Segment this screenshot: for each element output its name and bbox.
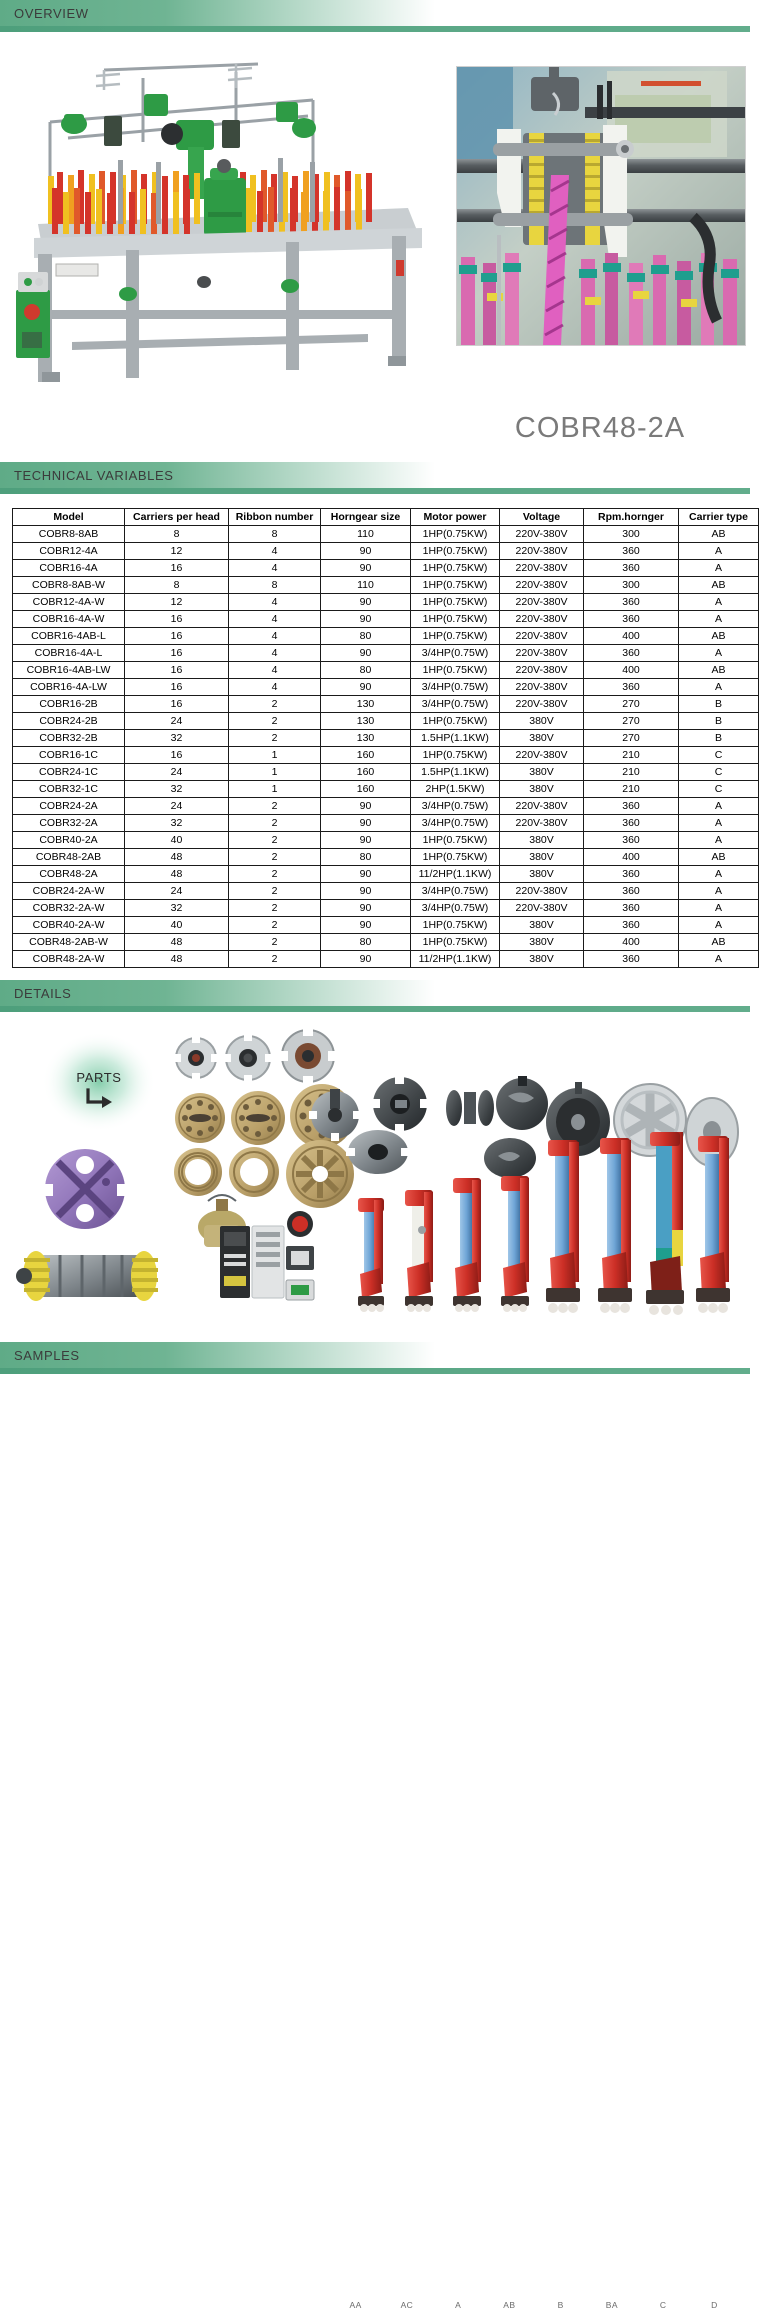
table-row xyxy=(13,815,759,832)
table-cell-r18-c6: 360 xyxy=(584,832,679,849)
table-cell-r25-c5: 380V xyxy=(500,951,584,968)
table-cell-r6-c4: 1HP(0.75KW) xyxy=(411,628,500,645)
table-cell-r12-c7: B xyxy=(679,730,759,747)
table-cell-r8-c6: 400 xyxy=(584,662,679,679)
section-header-technical xyxy=(0,462,750,488)
table-cell-r6-c2: 4 xyxy=(229,628,321,645)
table-cell-r9-c4: 3/4HP(0.75W) xyxy=(411,679,500,696)
table-cell-r23-c7: A xyxy=(679,917,759,934)
table-cell-r22-c5: 220V-380V xyxy=(500,900,584,917)
table-cell-r17-c0: COBR32-2A xyxy=(13,815,125,832)
table-cell-r18-c2: 2 xyxy=(229,832,321,849)
carrier-label-AA: AA xyxy=(349,2300,362,2310)
table-cell-r10-c4: 3/4HP(0.75W) xyxy=(411,696,500,713)
table-cell-r15-c0: COBR32-1C xyxy=(13,781,125,798)
table-cell-r21-c6: 360 xyxy=(584,883,679,900)
table-cell-r11-c6: 270 xyxy=(584,713,679,730)
section-title-details: DETAILS xyxy=(14,985,72,1001)
table-cell-r25-c2: 2 xyxy=(229,951,321,968)
table-cell-r2-c0: COBR16-4A xyxy=(13,560,125,577)
table-cell-r9-c1: 16 xyxy=(125,679,229,696)
table-row xyxy=(13,696,759,713)
table-cell-r20-c1: 48 xyxy=(125,866,229,883)
table-cell-r13-c3: 160 xyxy=(321,747,411,764)
table-row xyxy=(13,713,759,730)
table-cell-r3-c5: 220V-380V xyxy=(500,577,584,594)
table-header-cell-2: Ribbon number xyxy=(229,509,321,526)
table-cell-r18-c5: 380V xyxy=(500,832,584,849)
table-cell-r2-c4: 1HP(0.75KW) xyxy=(411,560,500,577)
table-cell-r12-c3: 130 xyxy=(321,730,411,747)
table-row xyxy=(13,900,759,917)
table-cell-r13-c5: 220V-380V xyxy=(500,747,584,764)
table-cell-r6-c3: 80 xyxy=(321,628,411,645)
table-row xyxy=(13,628,759,645)
table-cell-r7-c0: COBR16-4A-L xyxy=(13,645,125,662)
table-cell-r17-c7: A xyxy=(679,815,759,832)
table-cell-r8-c1: 16 xyxy=(125,662,229,679)
table-cell-r7-c7: A xyxy=(679,645,759,662)
table-cell-r16-c1: 24 xyxy=(125,798,229,815)
table-cell-r17-c5: 220V-380V xyxy=(500,815,584,832)
table-cell-r2-c3: 90 xyxy=(321,560,411,577)
table-cell-r10-c2: 2 xyxy=(229,696,321,713)
table-cell-r3-c3: 110 xyxy=(321,577,411,594)
table-cell-r6-c6: 400 xyxy=(584,628,679,645)
table-row xyxy=(13,934,759,951)
table-cell-r23-c2: 2 xyxy=(229,917,321,934)
table-cell-r10-c6: 270 xyxy=(584,696,679,713)
table-cell-r17-c4: 3/4HP(0.75W) xyxy=(411,815,500,832)
table-cell-r19-c1: 48 xyxy=(125,849,229,866)
table-row xyxy=(13,560,759,577)
table-cell-r10-c7: B xyxy=(679,696,759,713)
table-cell-r11-c1: 24 xyxy=(125,713,229,730)
table-cell-r5-c5: 220V-380V xyxy=(500,611,584,628)
table-cell-r15-c7: C xyxy=(679,781,759,798)
table-cell-r17-c6: 360 xyxy=(584,815,679,832)
table-cell-r24-c5: 380V xyxy=(500,934,584,951)
table-cell-r20-c3: 90 xyxy=(321,866,411,883)
table-cell-r16-c3: 90 xyxy=(321,798,411,815)
table-cell-r4-c4: 1HP(0.75KW) xyxy=(411,594,500,611)
table-cell-r7-c4: 3/4HP(0.75W) xyxy=(411,645,500,662)
table-cell-r0-c3: 110 xyxy=(321,526,411,543)
table-cell-r25-c6: 360 xyxy=(584,951,679,968)
table-cell-r1-c4: 1HP(0.75KW) xyxy=(411,543,500,560)
table-cell-r5-c0: COBR16-4A-W xyxy=(13,611,125,628)
table-row xyxy=(13,645,759,662)
table-row xyxy=(13,849,759,866)
table-cell-r8-c2: 4 xyxy=(229,662,321,679)
table-cell-r4-c3: 90 xyxy=(321,594,411,611)
table-row xyxy=(13,798,759,815)
table-cell-r14-c4: 1.5HP(1.1KW) xyxy=(411,764,500,781)
table-cell-r15-c4: 2HP(1.5KW) xyxy=(411,781,500,798)
table-cell-r7-c3: 90 xyxy=(321,645,411,662)
table-row xyxy=(13,951,759,968)
table-cell-r7-c6: 360 xyxy=(584,645,679,662)
table-cell-r4-c2: 4 xyxy=(229,594,321,611)
table-cell-r5-c2: 4 xyxy=(229,611,321,628)
table-cell-r9-c5: 220V-380V xyxy=(500,679,584,696)
table-cell-r19-c2: 2 xyxy=(229,849,321,866)
table-cell-r22-c4: 3/4HP(0.75W) xyxy=(411,900,500,917)
table-cell-r12-c2: 2 xyxy=(229,730,321,747)
table-row xyxy=(13,764,759,781)
table-cell-r12-c4: 1.5HP(1.1KW) xyxy=(411,730,500,747)
table-cell-r24-c1: 48 xyxy=(125,934,229,951)
table-cell-r24-c0: COBR48-2AB-W xyxy=(13,934,125,951)
table-cell-r0-c2: 8 xyxy=(229,526,321,543)
section-header-details xyxy=(0,980,750,1006)
table-cell-r4-c1: 12 xyxy=(125,594,229,611)
table-cell-r24-c4: 1HP(0.75KW) xyxy=(411,934,500,951)
table-cell-r14-c3: 160 xyxy=(321,764,411,781)
table-cell-r25-c4: 11/2HP(1.1KW) xyxy=(411,951,500,968)
table-cell-r3-c1: 8 xyxy=(125,577,229,594)
table-cell-r8-c4: 1HP(0.75KW) xyxy=(411,662,500,679)
table-cell-r13-c7: C xyxy=(679,747,759,764)
table-row xyxy=(13,526,759,543)
table-cell-r9-c6: 360 xyxy=(584,679,679,696)
table-cell-r18-c4: 1HP(0.75KW) xyxy=(411,832,500,849)
table-cell-r16-c0: COBR24-2A xyxy=(13,798,125,815)
table-cell-r14-c1: 24 xyxy=(125,764,229,781)
table-cell-r17-c2: 2 xyxy=(229,815,321,832)
table-cell-r19-c0: COBR48-2AB xyxy=(13,849,125,866)
table-header-cell-0: Model xyxy=(13,509,125,526)
table-cell-r19-c7: AB xyxy=(679,849,759,866)
table-cell-r21-c4: 3/4HP(0.75W) xyxy=(411,883,500,900)
table-cell-r22-c1: 32 xyxy=(125,900,229,917)
table-cell-r0-c7: AB xyxy=(679,526,759,543)
detail-photo xyxy=(456,66,746,346)
table-cell-r5-c6: 360 xyxy=(584,611,679,628)
product-model-name: COBR48-2A xyxy=(514,412,686,444)
table-cell-r17-c3: 90 xyxy=(321,815,411,832)
table-cell-r12-c1: 32 xyxy=(125,730,229,747)
table-cell-r0-c1: 8 xyxy=(125,526,229,543)
table-cell-r3-c2: 8 xyxy=(229,577,321,594)
table-cell-r6-c7: AB xyxy=(679,628,759,645)
table-cell-r0-c4: 1HP(0.75KW) xyxy=(411,526,500,543)
table-cell-r15-c6: 210 xyxy=(584,781,679,798)
table-row xyxy=(13,883,759,900)
table-cell-r1-c0: COBR12-4A xyxy=(13,543,125,560)
section-header-overview xyxy=(0,0,750,26)
table-cell-r24-c6: 400 xyxy=(584,934,679,951)
table-cell-r6-c5: 220V-380V xyxy=(500,628,584,645)
table-cell-r24-c2: 2 xyxy=(229,934,321,951)
table-cell-r24-c7: AB xyxy=(679,934,759,951)
table-cell-r15-c3: 160 xyxy=(321,781,411,798)
section-title-samples: SAMPLES xyxy=(14,1347,80,1363)
table-cell-r13-c2: 1 xyxy=(229,747,321,764)
table-cell-r23-c0: COBR40-2A-W xyxy=(13,917,125,934)
table-cell-r7-c5: 220V-380V xyxy=(500,645,584,662)
table-row xyxy=(13,611,759,628)
parts-collage xyxy=(0,1012,750,1342)
table-cell-r3-c7: AB xyxy=(679,577,759,594)
table-cell-r1-c2: 4 xyxy=(229,543,321,560)
table-cell-r17-c1: 32 xyxy=(125,815,229,832)
table-cell-r16-c7: A xyxy=(679,798,759,815)
table-header-cell-7: Carrier type xyxy=(679,509,759,526)
carrier-label-AC: AC xyxy=(400,2300,414,2310)
table-row xyxy=(13,594,759,611)
table-header-cell-4: Motor power xyxy=(411,509,500,526)
table-cell-r13-c6: 210 xyxy=(584,747,679,764)
table-cell-r5-c3: 90 xyxy=(321,611,411,628)
table-cell-r19-c5: 380V xyxy=(500,849,584,866)
table-cell-r14-c6: 210 xyxy=(584,764,679,781)
table-cell-r20-c6: 360 xyxy=(584,866,679,883)
table-cell-r5-c4: 1HP(0.75KW) xyxy=(411,611,500,628)
table-cell-r21-c5: 220V-380V xyxy=(500,883,584,900)
table-row xyxy=(13,832,759,849)
table-cell-r2-c5: 220V-380V xyxy=(500,560,584,577)
table-cell-r9-c2: 4 xyxy=(229,679,321,696)
table-header-cell-1: Carriers per head xyxy=(125,509,229,526)
table-header-cell-3: Horngear size xyxy=(321,509,411,526)
table-header-cell-6: Rpm.hornger xyxy=(584,509,679,526)
table-row xyxy=(13,543,759,560)
section-title-technical: TECHNICAL VARIABLES xyxy=(14,467,174,483)
table-cell-r3-c6: 300 xyxy=(584,577,679,594)
table-row xyxy=(13,577,759,594)
table-cell-r9-c3: 90 xyxy=(321,679,411,696)
table-header-cell-5: Voltage xyxy=(500,509,584,526)
table-row xyxy=(13,747,759,764)
table-row xyxy=(13,781,759,798)
table-cell-r8-c5: 220V-380V xyxy=(500,662,584,679)
table-cell-r16-c4: 3/4HP(0.75W) xyxy=(411,798,500,815)
table-cell-r25-c3: 90 xyxy=(321,951,411,968)
table-cell-r21-c1: 24 xyxy=(125,883,229,900)
table-cell-r20-c0: COBR48-2A xyxy=(13,866,125,883)
table-row xyxy=(13,679,759,696)
table-cell-r8-c3: 80 xyxy=(321,662,411,679)
table-cell-r5-c1: 16 xyxy=(125,611,229,628)
table-cell-r13-c1: 16 xyxy=(125,747,229,764)
carrier-label-B: B xyxy=(557,2300,564,2310)
table-row xyxy=(13,866,759,883)
table-cell-r8-c0: COBR16-4AB-LW xyxy=(13,662,125,679)
table-cell-r12-c5: 380V xyxy=(500,730,584,747)
table-cell-r19-c6: 400 xyxy=(584,849,679,866)
table-cell-r23-c3: 90 xyxy=(321,917,411,934)
carrier-label-AB: AB xyxy=(503,2300,516,2310)
table-cell-r11-c0: COBR24-2B xyxy=(13,713,125,730)
table-cell-r8-c7: AB xyxy=(679,662,759,679)
table-cell-r3-c4: 1HP(0.75KW) xyxy=(411,577,500,594)
overview-section xyxy=(0,32,750,462)
carrier-label-D: D xyxy=(711,2300,718,2310)
table-cell-r12-c6: 270 xyxy=(584,730,679,747)
table-cell-r1-c6: 360 xyxy=(584,543,679,560)
table-cell-r11-c2: 2 xyxy=(229,713,321,730)
table-cell-r20-c7: A xyxy=(679,866,759,883)
table-cell-r23-c4: 1HP(0.75KW) xyxy=(411,917,500,934)
spec-table-wrapper xyxy=(0,494,750,980)
table-cell-r4-c6: 360 xyxy=(584,594,679,611)
table-cell-r11-c5: 380V xyxy=(500,713,584,730)
section-header-samples xyxy=(0,1342,750,1368)
table-cell-r22-c3: 90 xyxy=(321,900,411,917)
table-cell-r14-c2: 1 xyxy=(229,764,321,781)
table-cell-r2-c2: 4 xyxy=(229,560,321,577)
table-cell-r20-c2: 2 xyxy=(229,866,321,883)
table-cell-r16-c6: 360 xyxy=(584,798,679,815)
table-cell-r22-c7: A xyxy=(679,900,759,917)
technical-variables-table xyxy=(12,508,759,968)
table-cell-r0-c6: 300 xyxy=(584,526,679,543)
table-cell-r25-c0: COBR48-2A-W xyxy=(13,951,125,968)
table-cell-r13-c4: 1HP(0.75KW) xyxy=(411,747,500,764)
table-cell-r10-c3: 130 xyxy=(321,696,411,713)
table-cell-r9-c0: COBR16-4A-LW xyxy=(13,679,125,696)
table-header-row xyxy=(13,509,759,526)
table-cell-r19-c3: 80 xyxy=(321,849,411,866)
table-cell-r18-c3: 90 xyxy=(321,832,411,849)
table-cell-r15-c2: 1 xyxy=(229,781,321,798)
table-cell-r2-c1: 16 xyxy=(125,560,229,577)
table-cell-r22-c0: COBR32-2A-W xyxy=(13,900,125,917)
table-cell-r0-c0: COBR8-8AB xyxy=(13,526,125,543)
carrier-label-C: C xyxy=(659,2300,667,2310)
table-cell-r25-c1: 48 xyxy=(125,951,229,968)
table-cell-r5-c7: A xyxy=(679,611,759,628)
table-cell-r23-c1: 40 xyxy=(125,917,229,934)
table-cell-r10-c1: 16 xyxy=(125,696,229,713)
table-cell-r13-c0: COBR16-1C xyxy=(13,747,125,764)
table-cell-r3-c0: COBR8-8AB-W xyxy=(13,577,125,594)
table-cell-r6-c1: 16 xyxy=(125,628,229,645)
table-cell-r6-c0: COBR16-4AB-L xyxy=(13,628,125,645)
machine-photo xyxy=(8,42,448,422)
table-cell-r22-c6: 360 xyxy=(584,900,679,917)
table-cell-r25-c7: A xyxy=(679,951,759,968)
carrier-label-BA: BA xyxy=(605,2300,618,2310)
section-underline-samples xyxy=(0,1368,750,1374)
table-cell-r9-c7: A xyxy=(679,679,759,696)
table-cell-r1-c7: A xyxy=(679,543,759,560)
table-cell-r7-c2: 4 xyxy=(229,645,321,662)
table-cell-r21-c2: 2 xyxy=(229,883,321,900)
table-cell-r18-c7: A xyxy=(679,832,759,849)
table-cell-r23-c5: 380V xyxy=(500,917,584,934)
table-cell-r21-c7: A xyxy=(679,883,759,900)
table-row xyxy=(13,662,759,679)
table-cell-r10-c5: 220V-380V xyxy=(500,696,584,713)
table-cell-r11-c3: 130 xyxy=(321,713,411,730)
table-cell-r7-c1: 16 xyxy=(125,645,229,662)
table-cell-r4-c5: 220V-380V xyxy=(500,594,584,611)
table-cell-r0-c5: 220V-380V xyxy=(500,526,584,543)
table-cell-r10-c0: COBR16-2B xyxy=(13,696,125,713)
table-row xyxy=(13,730,759,747)
table-cell-r1-c1: 12 xyxy=(125,543,229,560)
table-cell-r18-c1: 40 xyxy=(125,832,229,849)
table-row xyxy=(13,917,759,934)
table-cell-r20-c5: 380V xyxy=(500,866,584,883)
table-cell-r2-c6: 360 xyxy=(584,560,679,577)
table-cell-r4-c7: A xyxy=(679,594,759,611)
table-cell-r1-c5: 220V-380V xyxy=(500,543,584,560)
table-cell-r18-c0: COBR40-2A xyxy=(13,832,125,849)
table-cell-r11-c4: 1HP(0.75KW) xyxy=(411,713,500,730)
table-cell-r14-c5: 380V xyxy=(500,764,584,781)
carrier-type-labels xyxy=(330,2300,740,2310)
table-cell-r21-c0: COBR24-2A-W xyxy=(13,883,125,900)
table-cell-r20-c4: 11/2HP(1.1KW) xyxy=(411,866,500,883)
table-cell-r19-c4: 1HP(0.75KW) xyxy=(411,849,500,866)
table-cell-r21-c3: 90 xyxy=(321,883,411,900)
table-cell-r11-c7: B xyxy=(679,713,759,730)
table-cell-r15-c5: 380V xyxy=(500,781,584,798)
table-cell-r15-c1: 32 xyxy=(125,781,229,798)
table-cell-r12-c0: COBR32-2B xyxy=(13,730,125,747)
table-cell-r1-c3: 90 xyxy=(321,543,411,560)
section-title-overview: OVERVIEW xyxy=(14,5,89,21)
table-cell-r24-c3: 80 xyxy=(321,934,411,951)
table-cell-r2-c7: A xyxy=(679,560,759,577)
table-cell-r14-c7: C xyxy=(679,764,759,781)
table-cell-r14-c0: COBR24-1C xyxy=(13,764,125,781)
table-cell-r4-c0: COBR12-4A-W xyxy=(13,594,125,611)
table-cell-r23-c6: 360 xyxy=(584,917,679,934)
table-cell-r22-c2: 2 xyxy=(229,900,321,917)
svg-text:PARTS: PARTS xyxy=(76,1070,122,1085)
table-cell-r16-c5: 220V-380V xyxy=(500,798,584,815)
carrier-label-A: A xyxy=(455,2300,462,2310)
table-cell-r16-c2: 2 xyxy=(229,798,321,815)
